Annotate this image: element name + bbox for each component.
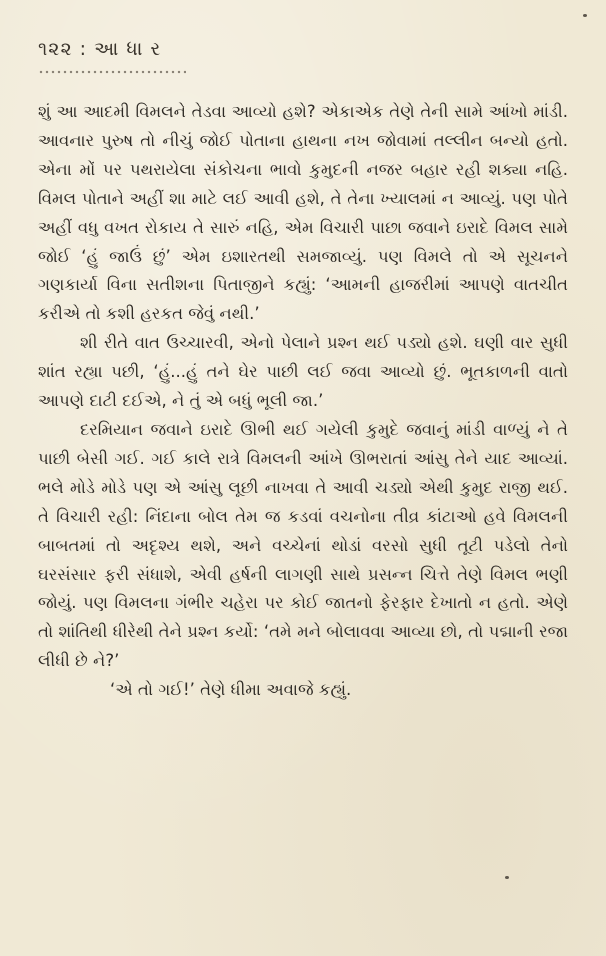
header-decorative-rule: [38, 70, 186, 74]
page-speck: [505, 876, 509, 879]
paragraph: ‘એ તો ગઈ!’ તેણે ધીમા અવાજે કહ્યું.: [110, 680, 352, 700]
paragraph: દરમિયાન જવાને ઇરાદે ઊભી થઈ ગયેલી કુમુદે જવાનું માંડી વાળ્યું ને તે પાછી બેસી ગઈ. ગઈ કાલે રાત્રે વિમલની આંખે ઊભરાતાં આંસુ તેને યાદ આવ્યાં. ભલે મોડે મોડે પણ એ આંસુ લૂછી નાખવા તે આવી ચડ્યો એથી કુમુદ રાજી થઈ. તે વિચારી રહી: નિંદાના બોલ તેમ જ કડવાં વચનોના તીવ્ર કાંટાઓ હવે વિમલની બાબતમાં તો અદૃશ્ય થશે, અને વચ્ચેનાં થોડાં વરસો સુધી તૂટી પડેલો તેનો ઘરસંસાર ફરી સંધાશે, એવી હર્ષની લાગણી સાથે પ્રસન્ન ચિત્તે તેણે વિમલ ભણી જોયું. પણ વિમલના ગંભીર ચહેરા પર કોઈ જાતનો ફેરફાર દેખાતો ન હતો. એણે તો શાંતિથી ધીરેથી તેને પ્રશ્ન કર્યો: ‘તમે મને બોલાવવા આવ્યા છો, તો પદ્માની રજા લીધી છે ને?’: [38, 419, 568, 671]
running-header: [38, 38, 161, 60]
paragraph: શી રીતે વાત ઉચ્ચારવી, એનો પેલાને પ્રશ્ન થઈ પડ્યો હશે. ઘણી વાર સુધી શાંત રહ્યા પછી, ‘હું...હું તને ઘેર પાછી લઈ જવા આવ્યો છું. ભૂતકાળની વાતો આપણે દાટી દઈએ, ને તું એ બધું ભૂલી જા.’: [38, 333, 568, 411]
page-speck: [583, 14, 587, 17]
book-title: આ ધા ર: [94, 38, 162, 60]
paragraph: શું આ આદમી વિમલને તેડવા આવ્યો હશે? એકાએક તેણે તેની સામે આંખો માંડી. આવનાર પુરુષ તો નીચું જોઈ પોતાના હાથના નખ જોવામાં તલ્લીન બન્યો હતો. એના મોં પર પથરાયેલા સંકોચના ભાવો કુમુદની નજર બહાર રહી શક્યા નહિ. વિમલ પોતાને અહીં શા માટે લઈ આવી હશે, તે તેના ખ્યાલમાં ન આવ્યું. પણ પોતે અહીં વધુ વખત રોકાય તે સારું નહિ, એમ વિચારી પાછા જવાને ઇરાદે વિમલ સામે જોઈ ‘હું જાઉં છું’ એમ ઇશારતથી સમજાવ્યું. પણ વિમલે તો એ સૂચનને ગણકાર્યા વિના સતીશના પિતાજીને કહ્યું: ‘આમની હાજરીમાં આપણે વાતચીત કરીએ તો કશી હરકત જેવું નથી.’: [38, 102, 568, 324]
body-text: [38, 98, 568, 705]
header-separator: :: [79, 38, 88, 60]
page-number: ૧૨૨: [38, 38, 73, 60]
